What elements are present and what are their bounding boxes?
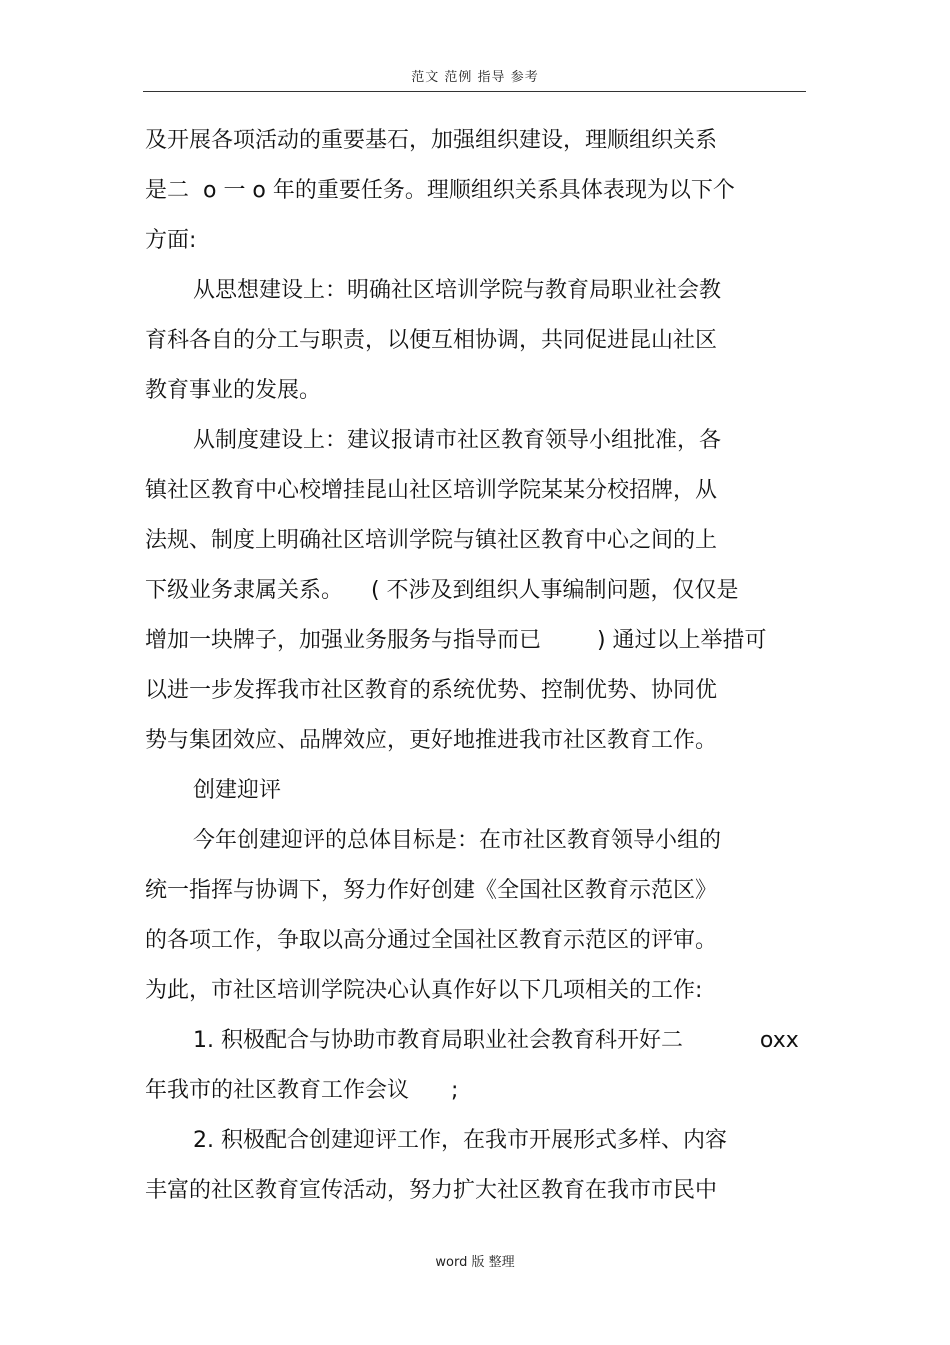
page-footer: word 版 整理 xyxy=(435,1255,515,1270)
body-line: 下级业务隶属关系。 ( 不涉及到组织人事编制问题，仅仅是 xyxy=(145,578,739,603)
header-rule xyxy=(143,91,806,92)
body-line: 年我市的社区教育工作会议 ; xyxy=(145,1078,459,1103)
body-line: 育科各自的分工与职责，以便互相协调，共同促进昆山社区 xyxy=(145,328,718,353)
body-line: 丰富的社区教育宣传活动，努力扩大社区教育在我市市民中 xyxy=(145,1178,718,1203)
paragraph-start-line: 从制度建设上：建议报请市社区教育领导小组批准，各 xyxy=(193,428,722,453)
section-heading: 创建迎评 xyxy=(193,778,282,803)
body-line: 统一指挥与协调下，努力作好创建《全国社区教育示范区》 xyxy=(145,878,718,903)
body-line: 及开展各项活动的重要基石，加强组织建设，理顺组织关系 xyxy=(145,128,718,153)
body-line: 教育事业的发展。 xyxy=(145,378,322,403)
paragraph-start-line: 今年创建迎评的总体目标是：在市社区教育领导小组的 xyxy=(193,828,722,853)
body-line: 以进一步发挥我市社区教育的系统优势、控制优势、协同优 xyxy=(145,678,718,703)
paragraph-start-line: 从思想建设上：明确社区培训学院与教育局职业社会教 xyxy=(193,278,722,303)
list-item-line: 2. 积极配合创建迎评工作，在我市开展形式多样、内容 xyxy=(193,1128,727,1153)
page-header: 范文 范例 指导 参考 xyxy=(411,70,539,85)
body-line: 势与集团效应、品牌效应，更好地推进我市社区教育工作。 xyxy=(145,728,718,753)
body-line: 为此，市社区培训学院决心认真作好以下几项相关的工作: xyxy=(145,978,703,1003)
body-line: 镇社区教育中心校增挂昆山社区培训学院某某分校招牌，从 xyxy=(145,478,718,503)
body-line: 方面: xyxy=(145,228,197,253)
body-line: 增加一块牌子，加强业务服务与指导而已 ) 通过以上举措可 xyxy=(145,628,767,653)
body-line: 的各项工作，争取以高分通过全国社区教育示范区的评审。 xyxy=(145,928,718,953)
body-line: 是二 ο 一 ο 年的重要任务。理顺组织关系具体表现为以下个 xyxy=(145,178,735,203)
body-line: 法规、制度上明确社区培训学院与镇社区教育中心之间的上 xyxy=(145,528,718,553)
list-item-line: 1. 积极配合与协助市教育局职业社会教育科开好二 oxx xyxy=(193,1028,799,1053)
